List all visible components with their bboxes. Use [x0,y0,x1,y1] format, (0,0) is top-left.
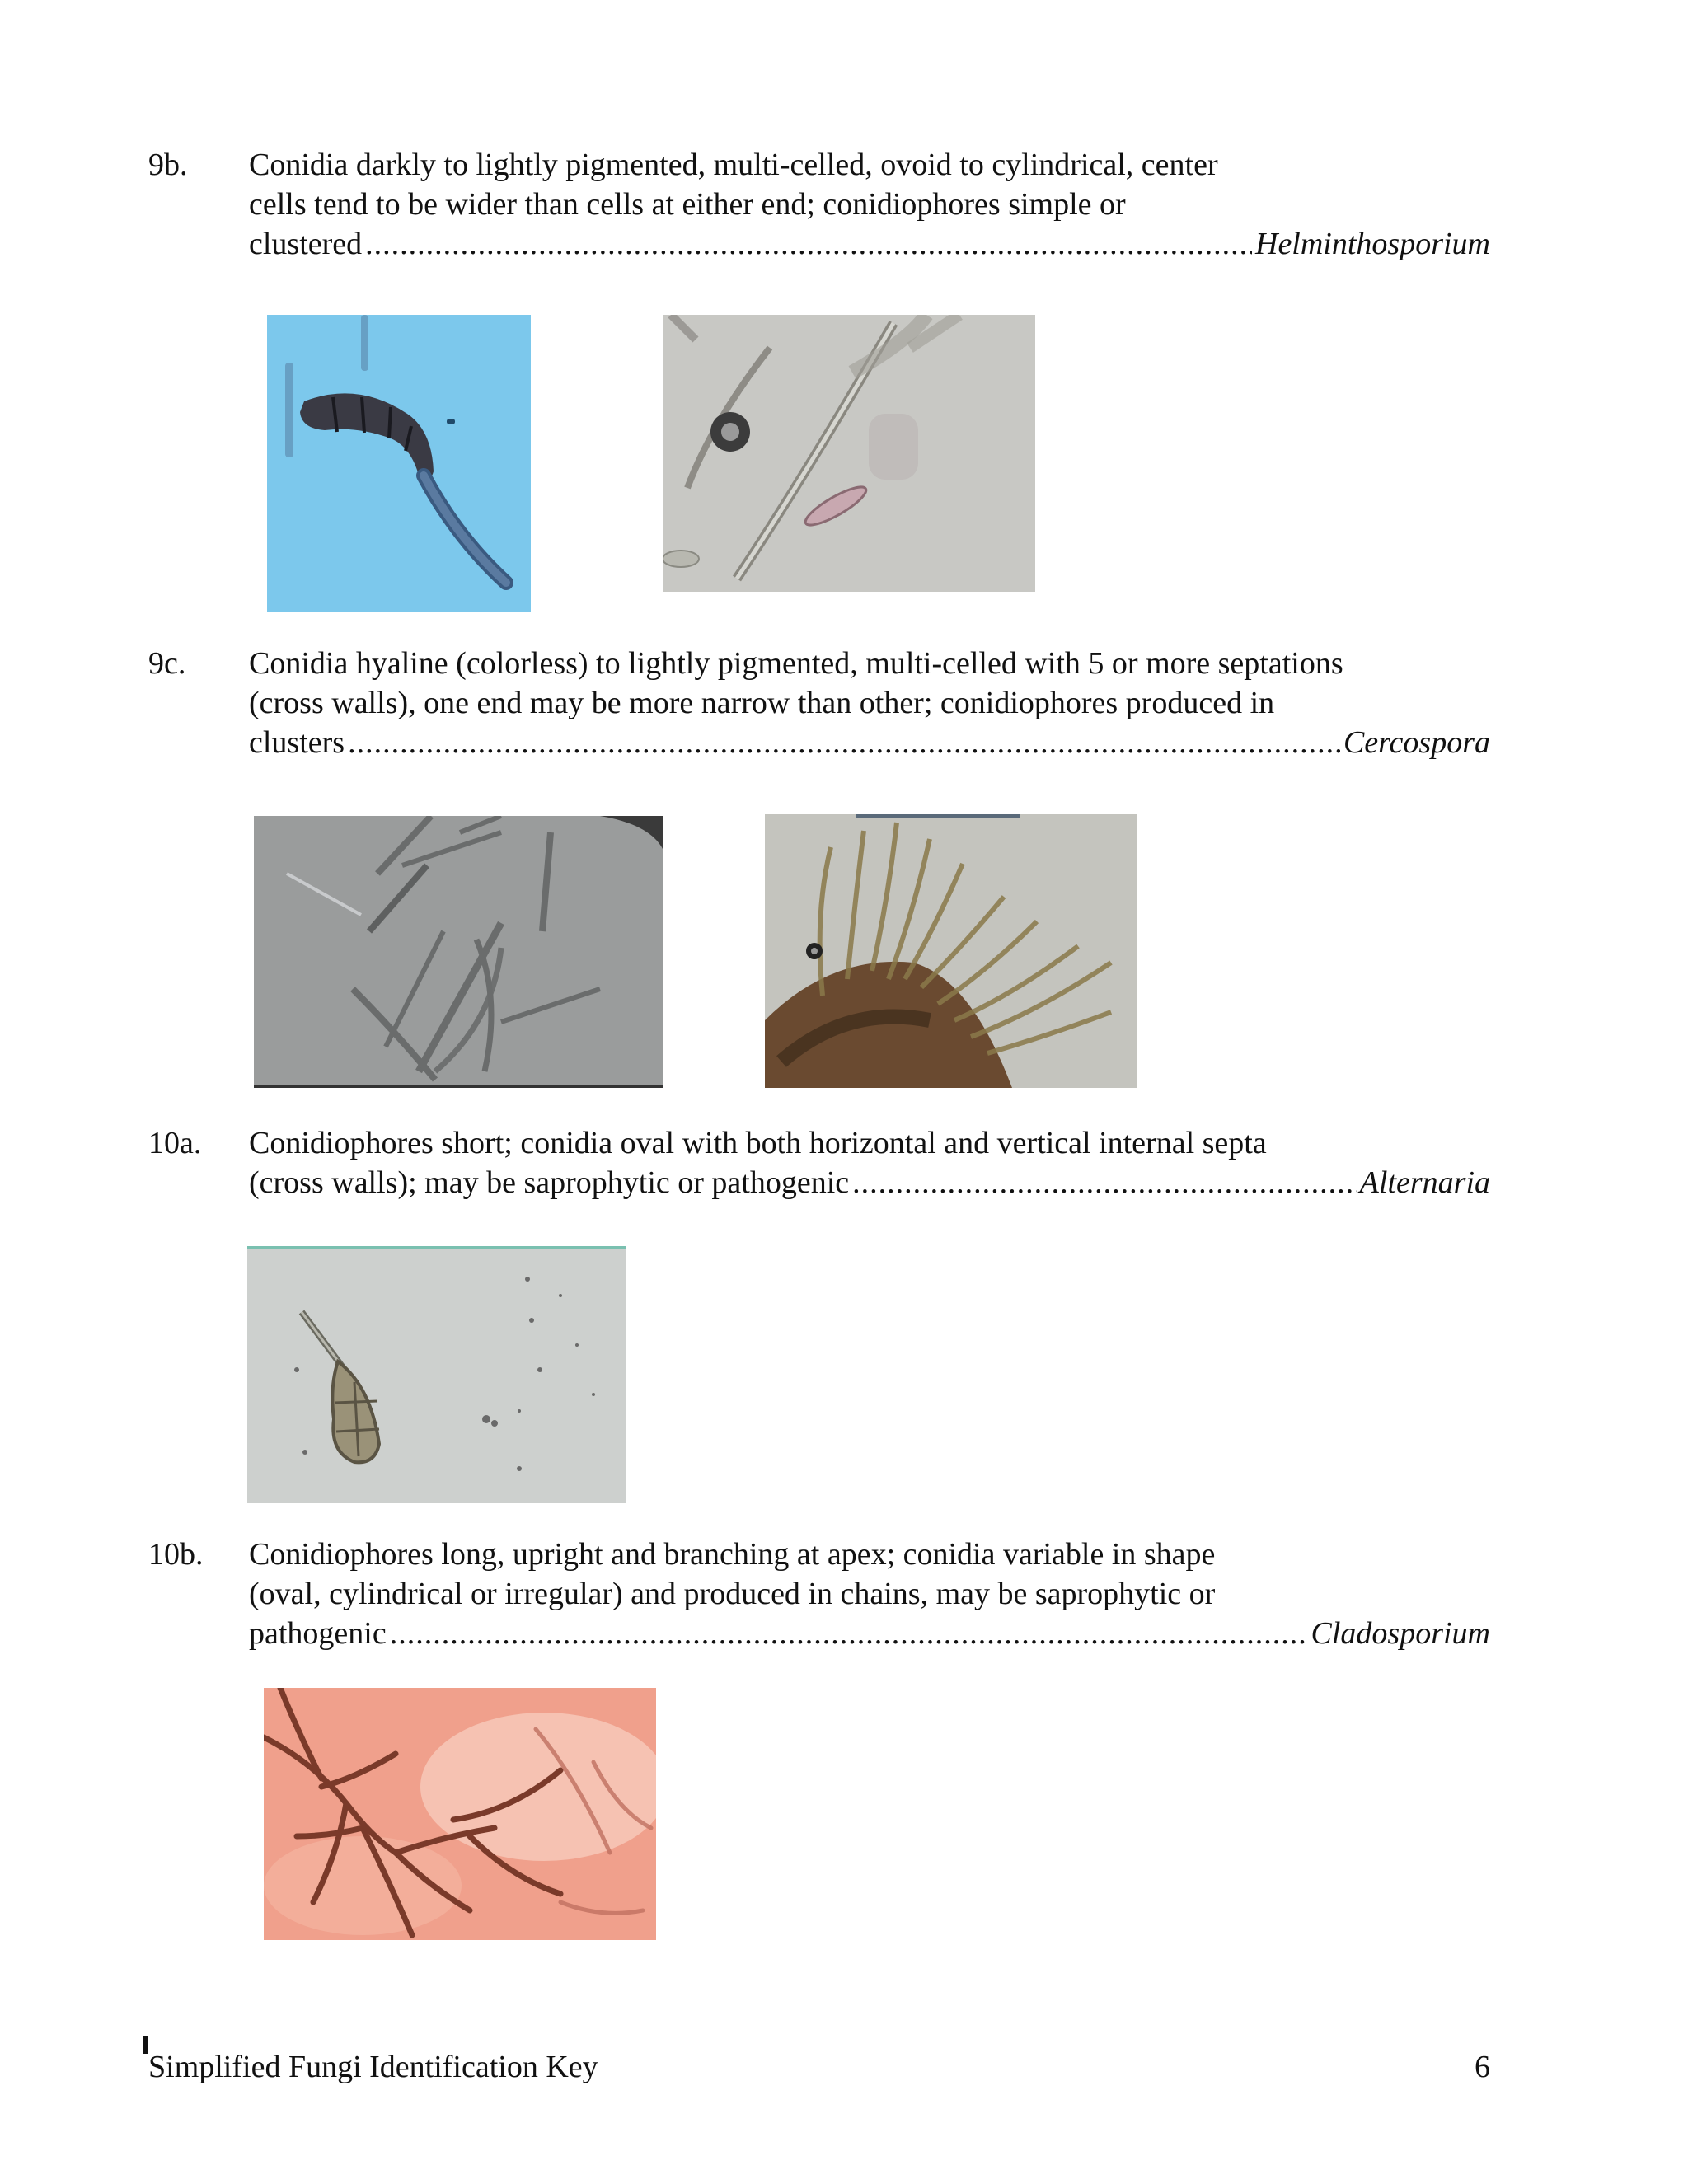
description-line-end: pathogenic [249,1616,387,1651]
description-last-line [249,224,1490,264]
description-line: Conidia darkly to lightly pigmented, multi-celled, ovoid to cylindrical, center [249,148,1218,182]
description-last-line [249,1163,1490,1202]
key-entry-10a [148,1123,1490,1202]
description-line: (cross walls), one end may be more narrow than other; conidiophores produced in [249,686,1275,720]
entry-description [249,1123,1490,1202]
cercospora-micrograph-1 [254,816,663,1088]
description-line: cells tend to be wider than cells at either end; conidiophores simple or [249,187,1126,222]
description-last-line [249,1614,1490,1653]
genus-name: Alternaria [1359,1165,1490,1200]
genus-name: Helminthosporium [1255,227,1490,261]
helminthosporium-micrograph-2 [663,315,1035,592]
description-last-line [249,723,1490,762]
key-entry-9b [148,145,1490,264]
dot-leader [852,1163,1357,1202]
footer-title: Simplified Fungi Identification Key [148,2050,598,2084]
alternaria-micrograph [247,1246,626,1503]
page-number: 6 [1475,2050,1490,2084]
dot-leader [348,723,1340,762]
entry-number: 9b. [148,148,188,182]
entry-description [249,145,1490,264]
description-line: Conidiophores short; conidia oval with both horizontal and vertical internal septa [249,1126,1267,1160]
description-line: Conidiophores long, upright and branching at apex; conidia variable in shape [249,1537,1216,1572]
key-entry-10b [148,1535,1490,1653]
dot-leader [390,1614,1308,1653]
entry-number: 9c. [148,646,186,681]
entry-description [249,1535,1490,1653]
cladosporium-micrograph [264,1688,656,1940]
description-line: (oval, cylindrical or irregular) and produced in chains, may be saprophytic or [249,1577,1216,1611]
key-entry-9c [148,644,1490,762]
description-line-end: (cross walls); may be saprophytic or pathogenic [249,1165,850,1200]
genus-name: Cercospora [1343,725,1490,760]
helminthosporium-micrograph-1 [267,315,531,612]
genus-name: Cladosporium [1311,1616,1490,1651]
description-line-end: clustered [249,227,363,261]
entry-number: 10b. [148,1537,204,1572]
entry-description [249,644,1490,762]
description-line: Conidia hyaline (colorless) to lightly pigmented, multi-celled with 5 or more septations [249,646,1343,681]
dot-leader [365,224,1252,264]
cercospora-micrograph-2 [765,814,1137,1088]
entry-number: 10a. [148,1126,202,1160]
description-line-end: clusters [249,725,345,760]
